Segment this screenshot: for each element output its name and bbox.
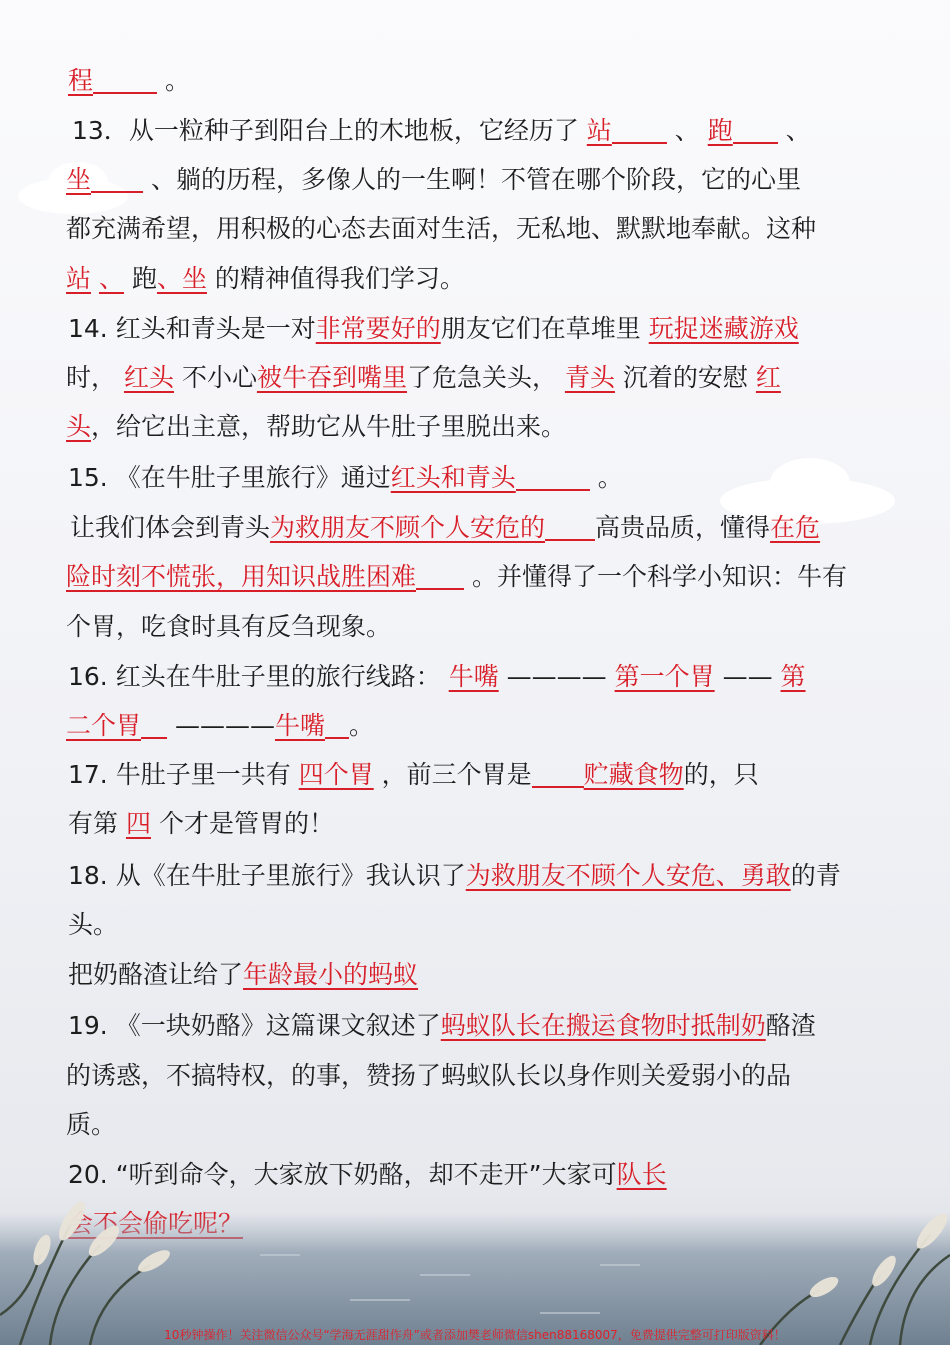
q15-line2: 让我们体会到青头为救朋友不顾个人安危的 高贵品质，懂得在危	[70, 513, 821, 542]
q18-line1: 18. 从《在牛肚子里旅行》我认识了为救朋友不顾个人安危、勇敢的青	[68, 861, 841, 890]
footer-notice: 10秒钟操作！关注微信公众号“学海无涯甜作舟”或者添加樊老师微信shen88168007，免费提供完整可打印版资料！	[164, 1328, 786, 1342]
q19-line3: 质。	[66, 1110, 117, 1139]
q13-line2: 坐 、躺的历程，多像人的一生啊！不管在哪个阶段，它的心里	[66, 165, 801, 194]
q16-line2: 二个胃 ————牛嘴 。	[66, 711, 374, 740]
q13-line4: 站 、 跑、坐 的精神值得我们学习。	[66, 264, 465, 293]
q20-line1: 20. “听到命令，大家放下奶酪，却不走开”大家可队长	[68, 1160, 667, 1189]
q15-line1: 15. 《在牛肚子里旅行》通过红头和青头 。	[68, 463, 623, 492]
q18-line2: 头。	[68, 910, 119, 939]
q13-line3: 都充满希望，用积极的心态去面对生活，无私地、默默地奉献。这种	[66, 214, 817, 243]
q17-line1: 17. 牛肚子里一共有 四个胃 ，前三个胃是 贮藏食物的，只	[68, 760, 759, 789]
q15-line4: 个胃，吃食时具有反刍现象。	[66, 612, 392, 641]
cloud-right-puff	[770, 458, 850, 508]
q19-line2: 的诱惑，不搞特权，的事，赞扬了蚂蚁队长以身作则关爱弱小的品	[66, 1061, 792, 1090]
q19-line1: 19. 《一块奶酪》这篇课文叙述了蚂蚁队长在搬运食物时抵制奶酪渣	[68, 1011, 816, 1040]
reed-illustration	[0, 1195, 950, 1345]
q18-line3: 把奶酪渣让给了年龄最小的蚂蚁	[68, 960, 419, 989]
q17-line2: 有第 四 个才是管胃的！	[68, 809, 334, 838]
q14-line3: 头，给它出主意，帮助它从牛肚子里脱出来。	[66, 412, 567, 441]
q14-line2: 时， 红头 不小心被牛吞到嘴里了危急关头， 青头 沉着的安慰 红	[66, 363, 781, 392]
q16-line1: 16. 红头在牛肚子里的旅行线路： 牛嘴 ———— 第一个胃 —— 第	[68, 662, 806, 691]
reed-water-scene	[0, 1195, 950, 1345]
q14-line1: 14. 红头和青头是一对非常要好的朋友它们在草堆里 玩捉迷藏游戏	[68, 314, 799, 343]
q12-tail: 程 。	[68, 66, 190, 95]
q15-line3: 险时刻不慌张，用知识战胜困难 。并懂得了一个科学小知识：牛有	[66, 562, 847, 591]
q13-line1: 13．从一粒种子到阳台上的木地板，它经历了 站 、 跑 、	[72, 116, 811, 145]
